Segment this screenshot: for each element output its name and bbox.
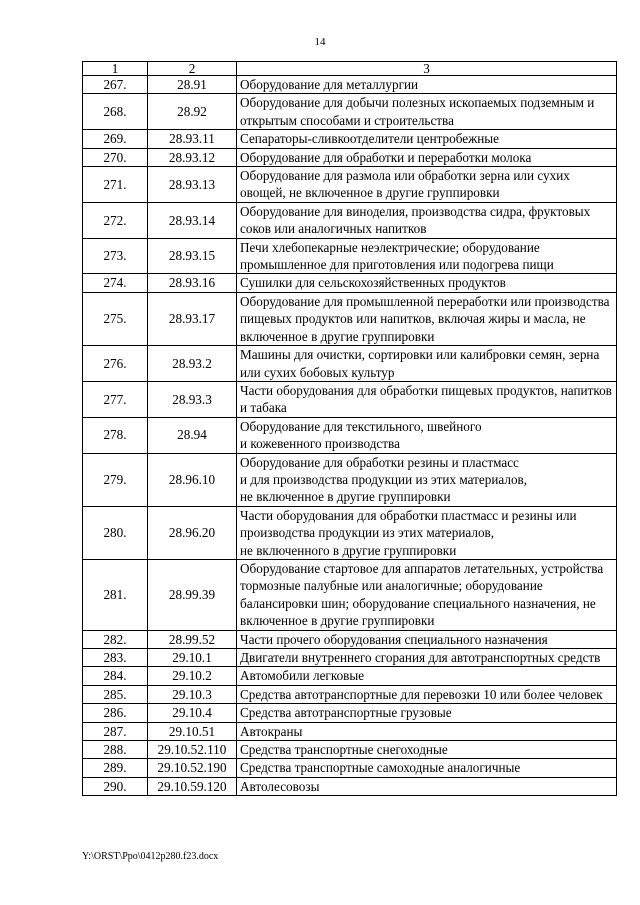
description-cell: Части прочего оборудования специального назначения — [237, 630, 617, 648]
description-cell: Оборудование для размола или обработки зерна или сухих овощей, не включенное в другие группировки — [237, 167, 617, 203]
row-number-cell: 290. — [83, 777, 148, 795]
okpd-code-cell: 28.96.20 — [148, 506, 237, 559]
row-number-cell: 281. — [83, 559, 148, 630]
row-number-cell: 270. — [83, 148, 148, 166]
header-col-1: 1 — [83, 62, 148, 76]
table-row — [83, 453, 617, 506]
okpd-code-cell: 28.93.14 — [148, 202, 237, 238]
table-row — [83, 506, 617, 559]
okpd-code-cell: 28.96.10 — [148, 453, 237, 506]
table-row — [83, 167, 617, 203]
row-number-cell: 277. — [83, 381, 148, 417]
okpd-code-cell: 28.91 — [148, 76, 237, 94]
okpd-code-cell: 29.10.3 — [148, 685, 237, 703]
row-number-cell: 286. — [83, 704, 148, 722]
table-row — [83, 777, 617, 795]
row-number-cell: 269. — [83, 130, 148, 148]
description-cell: Автомобили легковые — [237, 667, 617, 685]
description-cell: Оборудование для добычи полезных ископаемых подземным и открытым способами и строительства — [237, 94, 617, 130]
table-row — [83, 381, 617, 417]
header-col-3: 3 — [237, 62, 617, 76]
okpd-code-cell: 28.93.16 — [148, 274, 237, 292]
row-number-cell: 283. — [83, 649, 148, 667]
row-number-cell: 287. — [83, 722, 148, 740]
okpd-code-cell: 28.92 — [148, 94, 237, 130]
table-row — [83, 148, 617, 166]
okpd-code-cell: 29.10.51 — [148, 722, 237, 740]
table-row — [83, 649, 617, 667]
table-header-row — [83, 62, 617, 76]
table-row — [83, 685, 617, 703]
row-number-cell: 284. — [83, 667, 148, 685]
description-cell: Оборудование для обработки и переработки молока — [237, 148, 617, 166]
table-row — [83, 346, 617, 382]
row-number-cell: 280. — [83, 506, 148, 559]
description-cell: Автокраны — [237, 722, 617, 740]
row-number-cell: 267. — [83, 76, 148, 94]
description-cell: Средства автотранспортные грузовые — [237, 704, 617, 722]
okpd-code-cell: 28.93.11 — [148, 130, 237, 148]
description-cell: Части оборудования для обработки пищевых продуктов, напитков и табака — [237, 381, 617, 417]
description-cell: Средства транспортные самоходные аналогичные — [237, 759, 617, 777]
table-row — [83, 630, 617, 648]
okpd-code-cell: 28.93.17 — [148, 292, 237, 345]
description-cell: Сушилки для сельскохозяйственных продуктов — [237, 274, 617, 292]
okpd-code-cell: 29.10.52.110 — [148, 741, 237, 759]
description-cell: Автолесовозы — [237, 777, 617, 795]
row-number-cell: 271. — [83, 167, 148, 203]
description-cell: Оборудование стартовое для аппаратов летательных, устройства тормозные палубные или аналогичные; оборудование балансировки шин; оборудование специального назначения, не включенное в другие группировки — [237, 559, 617, 630]
row-number-cell: 274. — [83, 274, 148, 292]
description-cell: Средства транспортные снегоходные — [237, 741, 617, 759]
okpd-code-cell: 28.93.3 — [148, 381, 237, 417]
okpd-code-cell: 29.10.4 — [148, 704, 237, 722]
table-row — [83, 704, 617, 722]
okpd-code-cell: 28.93.13 — [148, 167, 237, 203]
row-number-cell: 285. — [83, 685, 148, 703]
table-row — [83, 292, 617, 345]
table-row — [83, 238, 617, 274]
table-row — [83, 202, 617, 238]
table-row — [83, 417, 617, 453]
table-row — [83, 76, 617, 94]
description-cell: Оборудование для обработки резины и пластмасс и для производства продукции из этих материалов, не включенное в другие группировки — [237, 453, 617, 506]
row-number-cell: 275. — [83, 292, 148, 345]
table-row — [83, 130, 617, 148]
description-cell: Сепараторы-сливкоотделители центробежные — [237, 130, 617, 148]
okpd-code-cell: 29.10.1 — [148, 649, 237, 667]
description-cell: Части оборудования для обработки пластмасс и резины или производства продукции из этих материалов, не включенного в другие группировки — [237, 506, 617, 559]
table-body — [83, 76, 617, 796]
table-row — [83, 94, 617, 130]
table-row — [83, 274, 617, 292]
okpd-code-cell: 29.10.59.120 — [148, 777, 237, 795]
row-number-cell: 289. — [83, 759, 148, 777]
table-row — [83, 667, 617, 685]
table-row — [83, 559, 617, 630]
page-number: 14 — [314, 36, 326, 48]
description-cell: Двигатели внутреннего сгорания для автотранспортных средств — [237, 649, 617, 667]
row-number-cell: 288. — [83, 741, 148, 759]
description-cell: Оборудование для текстильного, швейного и кожевенного производства — [237, 417, 617, 453]
okpd-code-cell: 28.93.12 — [148, 148, 237, 166]
description-cell: Машины для очистки, сортировки или калибровки семян, зерна или сухих бобовых культур — [237, 346, 617, 382]
description-cell: Оборудование для промышленной переработки или производства пищевых продуктов или напитков, включая жиры и масла, не включенное в другие группировки — [237, 292, 617, 345]
okpd-code-cell: 28.94 — [148, 417, 237, 453]
table-row — [83, 759, 617, 777]
table-row — [83, 722, 617, 740]
description-cell: Печи хлебопекарные неэлектрические; оборудование промышленное для приготовления или подогрева пищи — [237, 238, 617, 274]
classification-table — [82, 61, 617, 796]
row-number-cell: 279. — [83, 453, 148, 506]
okpd-code-cell: 29.10.52.190 — [148, 759, 237, 777]
description-cell: Оборудование для виноделия, производства сидра, фруктовых соков или аналогичных напитков — [237, 202, 617, 238]
row-number-cell: 276. — [83, 346, 148, 382]
okpd-code-cell: 28.99.39 — [148, 559, 237, 630]
description-cell: Средства автотранспортные для перевозки 10 или более человек — [237, 685, 617, 703]
footer-file-path: Y:\ORST\Ppo\0412p280.f23.docx — [82, 851, 219, 862]
row-number-cell: 268. — [83, 94, 148, 130]
header-col-2: 2 — [148, 62, 237, 76]
row-number-cell: 278. — [83, 417, 148, 453]
row-number-cell: 272. — [83, 202, 148, 238]
okpd-code-cell: 28.93.15 — [148, 238, 237, 274]
okpd-code-cell: 28.99.52 — [148, 630, 237, 648]
okpd-code-cell: 29.10.2 — [148, 667, 237, 685]
row-number-cell: 282. — [83, 630, 148, 648]
okpd-code-cell: 28.93.2 — [148, 346, 237, 382]
description-cell: Оборудование для металлургии — [237, 76, 617, 94]
table-row — [83, 741, 617, 759]
row-number-cell: 273. — [83, 238, 148, 274]
